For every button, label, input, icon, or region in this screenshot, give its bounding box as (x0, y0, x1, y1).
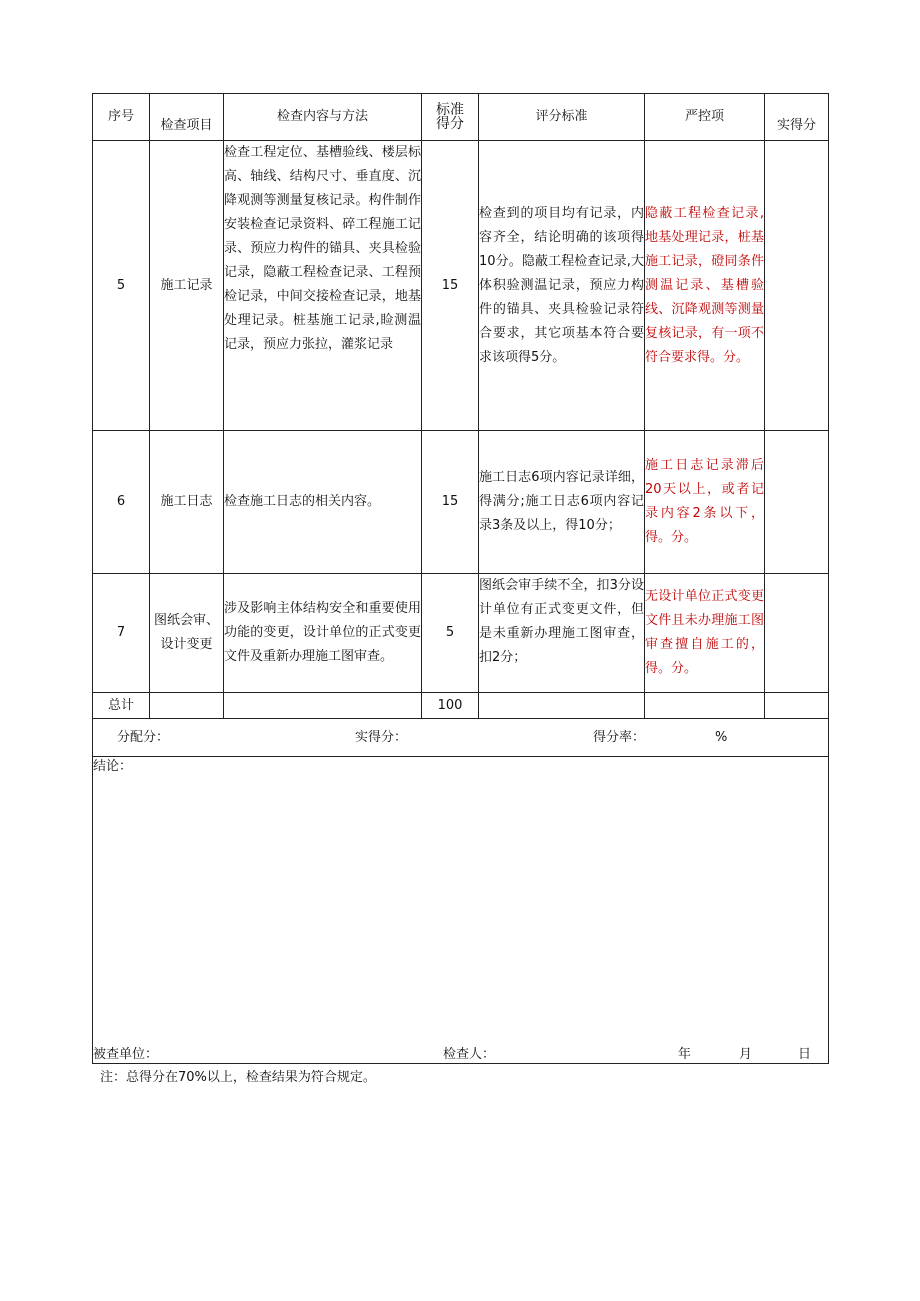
header-actual: 实得分 (765, 94, 829, 141)
summary-percent: % (715, 730, 728, 745)
total-method-cell (224, 693, 422, 719)
total-strict-cell (645, 693, 765, 719)
summary-row (93, 719, 829, 757)
row-method: 检查工程定位、基槽验线、楼层标高、轴线、结构尺寸、垂直度、沉降观测等测量复核记录。构件制作安装检查记录资料、碎工程施工记录、预应力构件的锚具、夹具检验记录，隐蔽工程检查记录、工程预检记录，中间交接检查记录，地基处理记录。桩基施工记录,睑测温记录，预应力张拉，灌浆记录 (224, 141, 422, 431)
row-seq: 5 (93, 141, 150, 431)
row-score: 5 (422, 574, 479, 693)
table-row (93, 431, 829, 574)
row-actual (765, 431, 829, 574)
header-std-score-line2: 得分 (436, 116, 464, 132)
row-score: 15 (422, 431, 479, 574)
total-row (93, 693, 829, 719)
header-seq: 序号 (93, 94, 150, 141)
row-criteria: 施工日志6项内容记录详细，得满分;施工日志6项内容记录3条及以上，得10分； (479, 431, 645, 574)
row-item: 施工记录 (150, 141, 224, 431)
conclusion-row (93, 757, 829, 1064)
row-item: 图纸会审、设计变更 (150, 574, 224, 693)
row-criteria: 图纸会审手续不全，扣3分设计单位有正式变更文件，但是未重新办理施工图审查，扣2分； (479, 574, 645, 693)
inspection-table (92, 93, 829, 1064)
total-score: 100 (422, 693, 479, 719)
row-strict: 无设计单位正式变更文件且未办理施工图审查擅自施工的，得。分。 (645, 574, 765, 693)
conclusion-label: 结论： (93, 759, 133, 774)
row-actual (765, 141, 829, 431)
inspector-label: 检查人： (443, 1047, 496, 1062)
inspected-unit-label: 被查单位： (93, 1047, 159, 1062)
header-criteria: 评分标准 (479, 94, 645, 141)
row-actual (765, 574, 829, 693)
header-method: 检查内容与方法 (224, 94, 422, 141)
table-row (93, 141, 829, 431)
inspection-sheet (92, 93, 828, 1064)
summary-assigned: 分配分： (117, 730, 170, 745)
month-label: 月 (739, 1047, 753, 1062)
header-row (93, 94, 829, 141)
header-std-score (422, 94, 479, 141)
header-std-score-line1: 标准 (436, 102, 464, 118)
total-actual-cell (765, 693, 829, 719)
row-strict: 隐蔽工程检查记录,地基处理记录，桩基施工记录，磴同条件测温记录、基槽验线、沉降观测等测量复核记录，有一项不符合要求得。分。 (645, 141, 765, 431)
row-item: 施工日志 (150, 431, 224, 574)
conclusion-cell (93, 757, 829, 1064)
row-strict: 施工日志记录滞后20天以上，或者记录内容2条以下，得。分。 (645, 431, 765, 574)
year-label: 年 (678, 1047, 692, 1062)
total-criteria-cell (479, 693, 645, 719)
row-method: 检查施工日志的相关内容。 (224, 431, 422, 574)
summary-cell (93, 719, 829, 757)
summary-rate: 得分率： (593, 730, 646, 745)
total-item-cell (150, 693, 224, 719)
summary-actual: 实得分： (355, 730, 408, 745)
row-criteria: 检查到的项目均有记录，内容齐全，结论明确的该项得10分。隐蔽工程检查记录,大体积验测温记录，预应力构件的锚具、夹具检验记录符合要求，其它项基本符合要求该项得5分。 (479, 141, 645, 431)
header-item: 检查项目 (150, 94, 224, 141)
row-seq: 6 (93, 431, 150, 574)
total-label: 总计 (93, 693, 150, 719)
day-label: 日 (798, 1047, 812, 1062)
row-score: 15 (422, 141, 479, 431)
table-row (93, 574, 829, 693)
row-method: 涉及影响主体结构安全和重要使用功能的变更，设计单位的正式变更文件及重新办理施工图审查。 (224, 574, 422, 693)
row-seq: 7 (93, 574, 150, 693)
header-strict: 严控项 (645, 94, 765, 141)
footnote: 注：总得分在70%以上，检查结果为符合规定。 (100, 1070, 376, 1085)
